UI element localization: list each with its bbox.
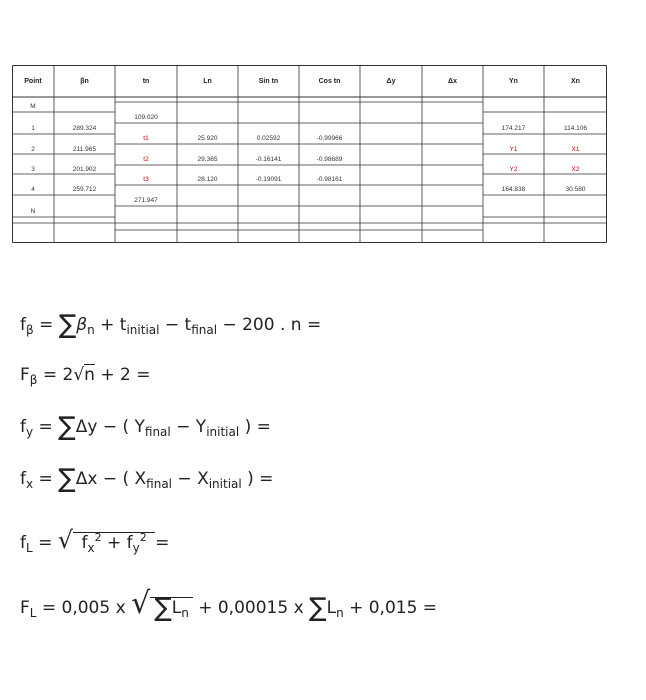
term2: f	[126, 533, 133, 553]
t-final-sub: final	[191, 323, 218, 337]
lhs-sub: L	[26, 541, 33, 555]
coef2: + 0,00015 x	[198, 598, 304, 618]
header-dy: Δy	[386, 78, 396, 85]
sqrt-icon: √	[131, 586, 151, 621]
point-label: N	[30, 208, 36, 215]
beta-value: 289.324	[72, 125, 97, 132]
table-grid	[12, 65, 607, 243]
point-label: 1	[31, 125, 35, 132]
lhs: f	[20, 533, 26, 553]
beta-value: 259.712	[72, 186, 97, 193]
header-beta: βn	[80, 78, 89, 85]
formula-tail: =	[155, 533, 170, 553]
Y-value: 164.838	[501, 186, 526, 193]
formula-F-L	[20, 586, 437, 621]
coef1: = 0,005 x	[41, 598, 126, 618]
beta-value: 201.902	[72, 166, 97, 173]
formula-F-beta	[20, 365, 150, 385]
initial-sub: initial	[206, 425, 240, 439]
term1-sup: 2	[94, 531, 102, 544]
formula-f-beta: $f_\beta = \sum\beta_n + t_{initial} - t_{final} - 200$ . n =	[20, 310, 322, 340]
t-value: t3	[143, 176, 149, 183]
L2: L	[326, 598, 337, 618]
beta-symbol: β	[76, 315, 88, 335]
t-initial-sub: initial	[126, 323, 160, 337]
lhs: F	[20, 365, 30, 385]
header-sin: Sin tn	[258, 78, 279, 85]
formula-f-L: $f_L$ = √ $f_x^2 + f_y^2$ =	[20, 526, 170, 555]
term2-sub: y	[132, 541, 140, 555]
delta-term: Δx	[75, 469, 98, 489]
lhs-sub: β	[26, 323, 34, 337]
Y-value: Y2	[509, 166, 518, 173]
lhs-sub: β	[29, 373, 38, 387]
sigma-icon: ∑	[58, 310, 77, 340]
close-term: ) =	[247, 469, 274, 489]
term2-sup: 2	[139, 531, 147, 544]
lhs: f	[20, 315, 26, 335]
lhs-sub: L	[29, 606, 37, 620]
L1-sub: n	[181, 606, 189, 620]
radicand: n	[84, 365, 95, 385]
header-cos: Cos tn	[318, 78, 341, 85]
sin-value: -0.19091	[255, 176, 282, 183]
plus-sign: +	[106, 533, 122, 553]
minus-term: − X	[177, 469, 209, 489]
rhs-part: = 2	[42, 365, 74, 385]
point-label: 2	[31, 146, 35, 153]
X-value: X2	[571, 166, 580, 173]
formula-f-x: $f_x = \sum\Delta x$ − ( $X_{final} - X_{initial}$ ) =	[20, 464, 274, 494]
point-label: 4	[31, 186, 35, 193]
lhs: F	[20, 598, 30, 618]
L2-sub: n	[336, 606, 344, 620]
t-initial: t	[119, 315, 127, 335]
header-t: tn	[142, 78, 150, 85]
header-X: Xn	[571, 78, 580, 85]
t-value: 109.020	[134, 114, 158, 121]
close-term: ) =	[244, 417, 271, 437]
lhs-sub: y	[26, 425, 34, 439]
sigma-icon: ∑	[154, 593, 172, 623]
Y-value: 174.217	[501, 125, 526, 132]
term1-sub: x	[87, 541, 95, 555]
cos-value: -0.98161	[316, 176, 343, 183]
traverse-table	[12, 65, 607, 243]
open-term: − ( X	[102, 469, 147, 489]
minus-term: − Y	[176, 417, 207, 437]
L-value: 25.920	[197, 135, 218, 142]
L1: L	[171, 598, 182, 618]
header-dx: Δx	[448, 78, 457, 85]
sigma-icon: ∑	[58, 464, 76, 494]
lhs: f	[20, 417, 26, 437]
cos-value: -0.98689	[316, 156, 343, 163]
L-value: 29.365	[197, 156, 218, 163]
formula-tail: + 0,015 =	[349, 598, 438, 618]
formula-tail: − 200 . n =	[222, 315, 322, 335]
t-value: t1	[143, 135, 149, 142]
point-label: 3	[31, 166, 35, 173]
lhs: f	[20, 469, 26, 489]
sin-value: -0.16141	[255, 156, 282, 163]
lhs-sub: x	[26, 477, 34, 491]
point-label: M	[30, 103, 36, 110]
header-L: Ln	[203, 78, 212, 85]
formula-f-y: $f_y = \sum\Delta y$ − ( $Y_{final} - Y_{initial}$ ) =	[20, 412, 271, 442]
final-sub: final	[144, 425, 171, 439]
sigma-icon: ∑	[58, 412, 76, 442]
sigma-icon: ∑	[309, 593, 327, 623]
header-point: Point	[24, 78, 42, 85]
Y-value: Y1	[509, 146, 518, 153]
header-Y: Yn	[509, 78, 518, 85]
open-term: − ( Y	[102, 417, 145, 437]
sqrt-icon: √	[57, 526, 74, 554]
sin-value: 0.02592	[256, 135, 281, 142]
X-value: X1	[571, 146, 580, 153]
cos-value: -0.99966	[316, 135, 343, 142]
beta-value: 211.965	[72, 146, 96, 153]
sqrt-icon: √	[73, 365, 85, 385]
delta-term: Δy	[75, 417, 98, 437]
X-value: 30.580	[565, 186, 586, 193]
X-value: 114.106	[563, 125, 587, 132]
t-value: t2	[143, 156, 149, 163]
t-final: t	[184, 315, 192, 335]
rhs-part: + 2 =	[100, 365, 151, 385]
L-value: 28.120	[197, 176, 218, 183]
t-value: 271.947	[134, 197, 158, 204]
initial-sub: initial	[208, 477, 242, 491]
beta-sub: n	[87, 323, 95, 337]
final-sub: final	[146, 477, 173, 491]
term1: f	[81, 533, 88, 553]
